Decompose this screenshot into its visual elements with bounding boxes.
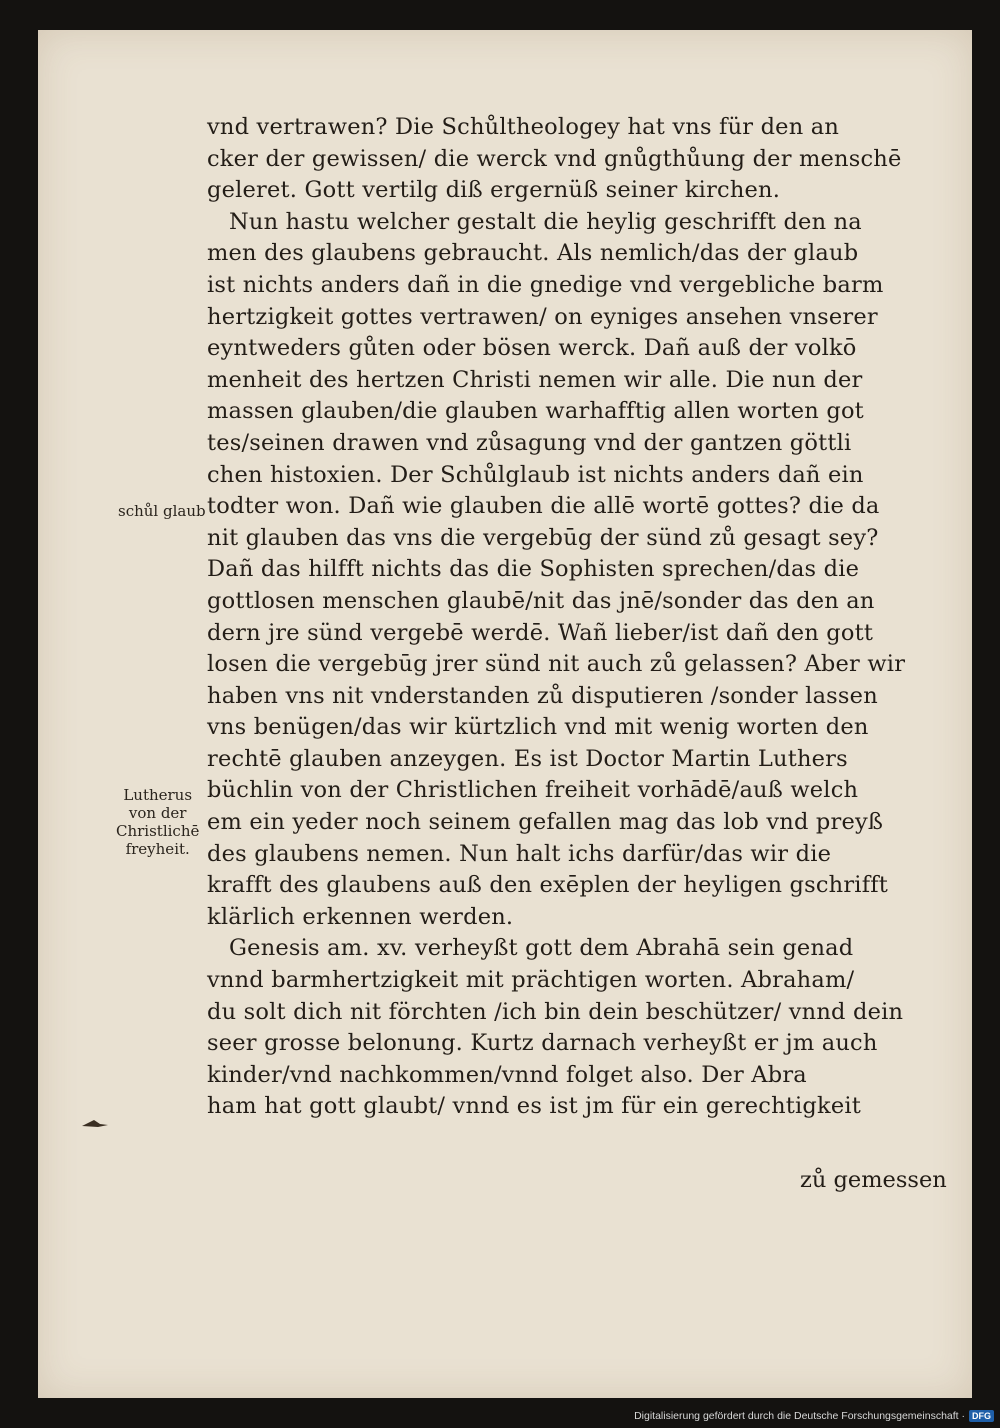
marginal-note-line: von der xyxy=(128,804,187,822)
marginal-note-line: freyheit. xyxy=(125,840,190,858)
text-line: Genesis am. xv. verheyßt gott dem Abrahā sein genad xyxy=(229,935,854,962)
text-line: rechtē glauben anzeygen. Es ist Doctor Martin Luthers xyxy=(207,745,848,772)
text-line: klärlich erkennen werden. xyxy=(207,903,514,930)
text-line: chen histoxien. Der Schůlglaub ist nichts anders dañ ein xyxy=(207,461,864,488)
text-line: menheit des hertzen Christi nemen wir alle. Die nun der xyxy=(207,366,863,393)
marginal-note-line: Lutherus xyxy=(123,786,193,804)
text-line: seer grosse belonung. Kurtz darnach verheyßt er jm auch xyxy=(207,1030,878,1057)
text-line: du solt dich nit förchten /ich bin dein beschützer/ vnnd dein xyxy=(207,998,904,1025)
text-line: massen glauben/die glauben warhafftig allen worten got xyxy=(207,398,864,425)
text-line: cker der gewissen/ die werck vnd gnůgthůung der menschē xyxy=(207,145,902,172)
digitization-footer xyxy=(634,1408,994,1424)
marginal-note-schul-glaub xyxy=(118,502,206,520)
text-line: vns benügen/das wir kürtzlich vnd mit wenig worten den xyxy=(207,714,869,741)
text-line: haben vns nit vnderstanden zů disputieren /sonder lassen xyxy=(207,682,878,709)
text-line: todter won. Dañ wie glauben die allē wortē gottes? die da xyxy=(207,493,880,520)
printers-ornament-icon xyxy=(80,1118,110,1128)
marginal-note-lutherus xyxy=(116,786,199,858)
catchword: zů gemessen xyxy=(800,1167,947,1193)
main-text-block xyxy=(207,112,927,1123)
text-line: tes/seinen drawen vnd zůsagung vnd der gantzen göttli xyxy=(207,429,852,456)
text-line: vnnd barmhertzigkeit mit prächtigen worten. Abraham/ xyxy=(207,967,855,994)
text-line: losen die vergebūg jrer sünd nit auch zů gelassen? Aber wir xyxy=(207,651,906,678)
text-line: ist nichts anders dañ in die gnedige vnd vergebliche barm xyxy=(207,271,884,298)
text-line: des glaubens nemen. Nun halt ichs darfür/das wir die xyxy=(207,840,832,867)
text-line: vnd vertrawen? Die Schůltheologey hat vns für den an xyxy=(207,114,840,140)
marginal-note-text: schůl glaub xyxy=(118,502,206,520)
text-line: em ein yeder noch seinem gefallen mag das lob vnd preyß xyxy=(207,809,884,836)
text-line: büchlin von der Christlichen freiheit vorhādē/auß welch xyxy=(207,777,859,804)
dfg-logo-icon: DFG xyxy=(969,1410,994,1422)
footer-credit-text: Digitalisierung gefördert durch die Deutsche Forschungsgemeinschaft · xyxy=(634,1410,965,1422)
text-line: eyntweders gůten oder bösen werck. Dañ auß der volkō xyxy=(207,335,857,362)
text-line: kinder/vnd nachkommen/vnnd folget also. Der Abra xyxy=(207,1061,807,1088)
text-line: geleret. Gott vertilg diß ergernüß seiner kirchen. xyxy=(207,177,781,204)
marginal-note-line: Christlichē xyxy=(116,822,200,840)
text-line: krafft des glaubens auß den exēplen der heyligen gschrifft xyxy=(207,872,888,899)
text-line: hertzigkeit gottes vertrawen/ on eyniges ansehen vnserer xyxy=(207,303,878,330)
text-line: nit glauben das vns die vergebūg der sünd zů gesagt sey? xyxy=(207,524,879,551)
text-line: men des glaubens gebraucht. Als nemlich/das der glaub xyxy=(207,240,859,267)
text-line: Dañ das hilfft nichts das die Sophisten sprechen/das die xyxy=(207,556,860,583)
text-line: dern jre sünd vergebē werdē. Wañ lieber/ist dañ den gott xyxy=(207,619,874,646)
text-line: ham hat gott glaubt/ vnnd es ist jm für ein gerechtigkeit xyxy=(207,1093,862,1120)
text-line: Nun hastu welcher gestalt die heylig geschrifft den na xyxy=(229,208,862,235)
text-line: gottlosen menschen glaubē/nit das jnē/sonder das den an xyxy=(207,587,875,614)
